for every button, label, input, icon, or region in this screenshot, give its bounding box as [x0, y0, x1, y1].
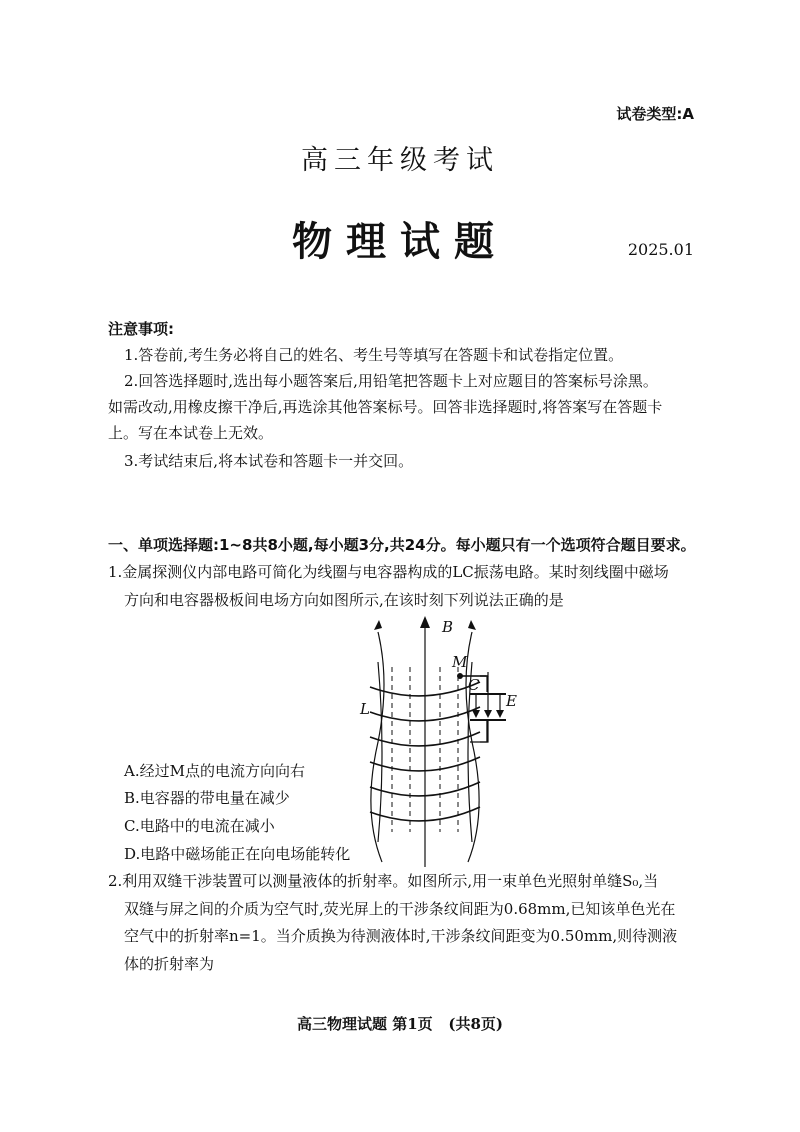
q1-option-a: A.经过M点的电流方向向右 [124, 762, 305, 780]
notice-line-1: 1.答卷前,考生务必将自己的姓名、考生号等填写在答题卡和试卷指定位置。 [124, 346, 624, 364]
question-2-line-4: 体的折射率为 [124, 955, 215, 973]
b-arrow [420, 616, 430, 628]
question-1-line-2: 方向和电容器极板间电场方向如图所示,在该时刻下列说法正确的是 [124, 591, 564, 609]
exam-date: 2025.01 [627, 240, 694, 259]
main-title: 物理试题 [292, 218, 508, 265]
question-1-line-1: 1.金属探测仪内部电路可简化为线圈与电容器构成的LC振荡电路。某时刻线圈中磁场 [108, 563, 669, 581]
label-e: E [506, 692, 517, 710]
notice-line-3: 3.考试结束后,将本试卷和答题卡一并交回。 [124, 452, 414, 470]
page-footer: 高三物理试题 第1页 (共8页) [297, 1015, 503, 1033]
section-heading: 一、单项选择题:1~8共8小题,每小题3分,共24分。每小题只有一个选项符合题目要求。 [108, 536, 696, 554]
q1-option-b: B.电容器的带电量在减少 [124, 789, 290, 807]
label-m: M [452, 653, 468, 671]
q1-option-d: D.电路中磁场能正在向电场能转化 [124, 845, 351, 863]
question-2-line-1: 2.利用双缝干涉装置可以测量液体的折射率。如图所示,用一束单色光照射单缝S₀,当 [108, 872, 659, 890]
lc-circuit-figure [330, 612, 540, 872]
notice-line-2b: 如需改动,用橡皮擦干净后,再选涂其他答案标号。回答非选择题时,将答案写在答题卡 [108, 398, 663, 416]
grade-title: 高三年级考试 [301, 145, 499, 176]
label-l: L [360, 700, 370, 718]
paper-type: 试卷类型:A [616, 105, 694, 123]
question-2-line-3: 空气中的折射率n=1。当介质换为待测液体时,干涉条纹间距变为0.50mm,则待测液 [124, 927, 678, 945]
question-2-line-2: 双缝与屏之间的介质为空气时,荧光屏上的干涉条纹间距为0.68mm,已知该单色光在 [124, 900, 676, 918]
notice-title: 注意事项: [108, 320, 174, 338]
field-arrow-right [468, 620, 476, 630]
label-c: C [468, 676, 480, 694]
label-b: B [442, 618, 454, 636]
notice-line-2a: 2.回答选择题时,选出每小题答案后,用铅笔把答题卡上对应题目的答案标号涂黑。 [124, 372, 658, 390]
e-field-arrows [476, 694, 500, 712]
field-arrow-left [374, 620, 382, 630]
notice-line-2c: 上。写在本试卷上无效。 [108, 424, 274, 442]
q1-option-c: C.电路中的电流在减小 [124, 817, 275, 835]
